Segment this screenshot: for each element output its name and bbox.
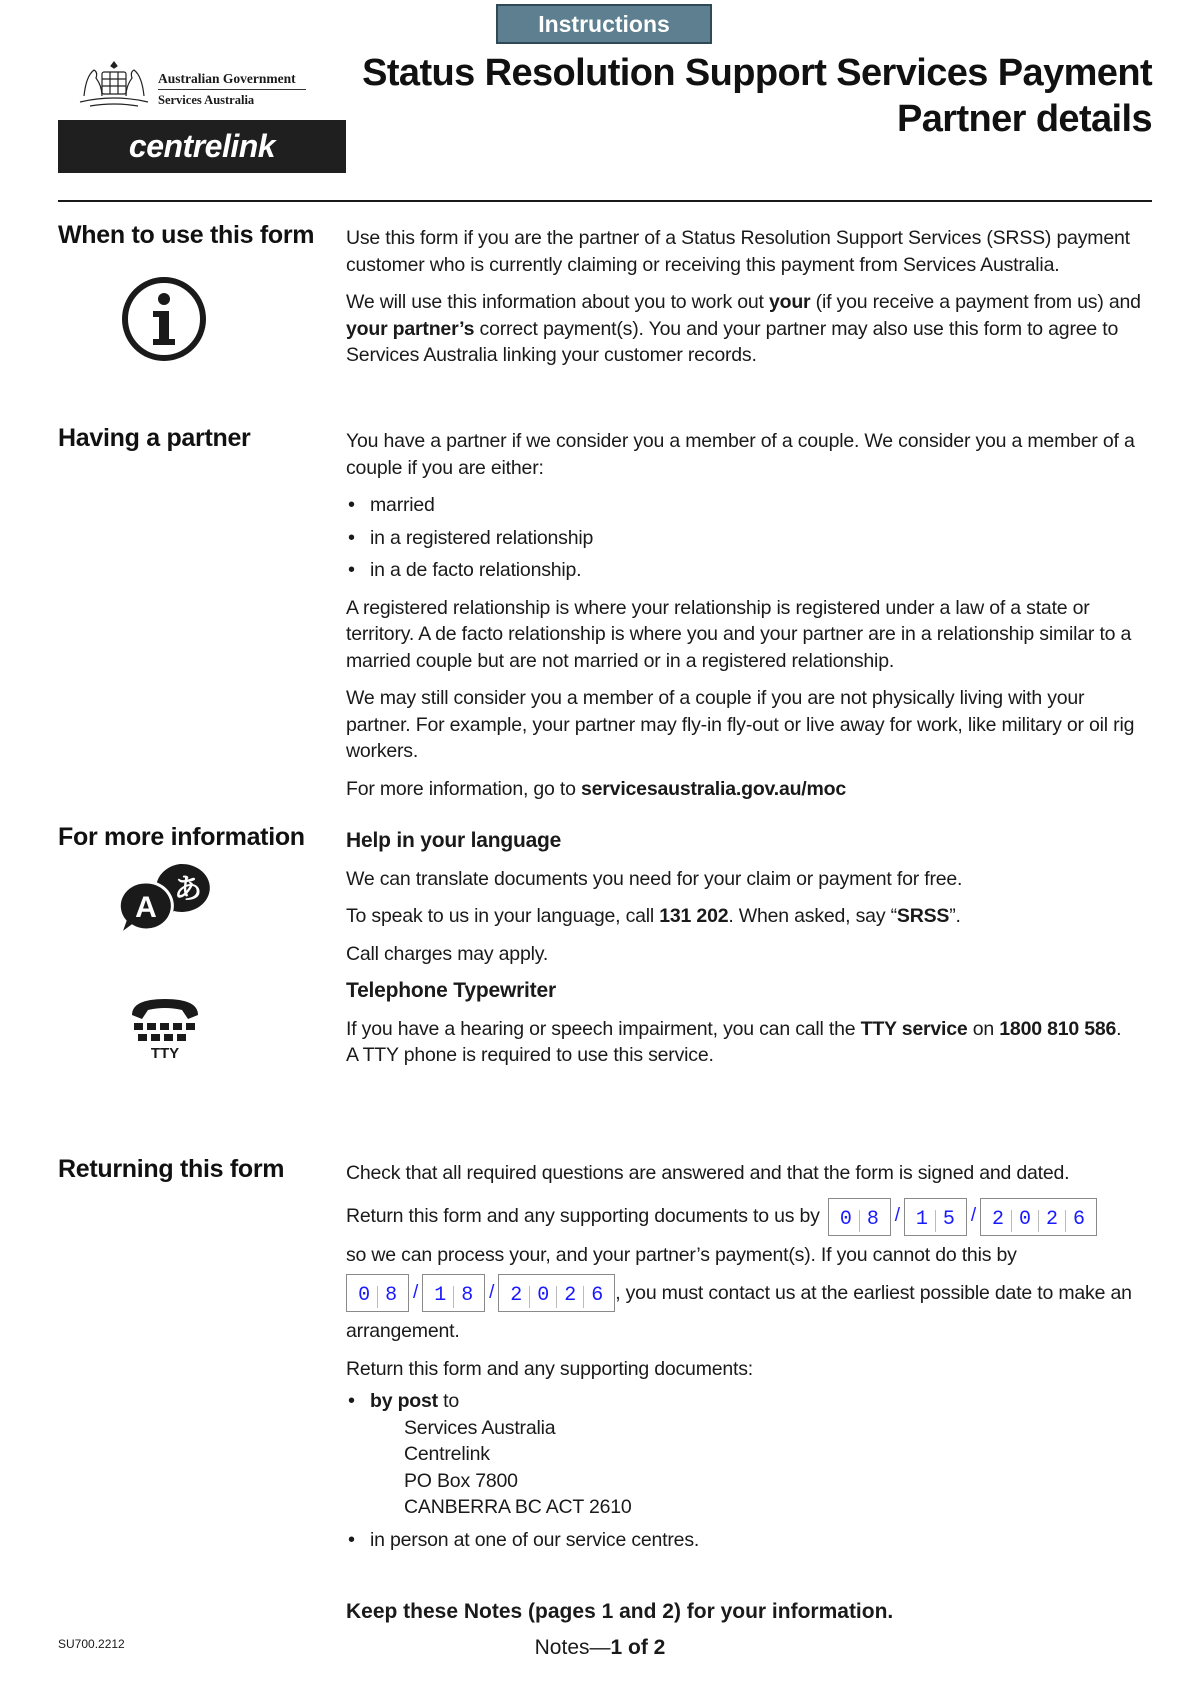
tty-paragraph: If you have a hearing or speech impairment, you can call the TTY service on 1800 810 586. xyxy=(346,1017,1122,1040)
partner-content xyxy=(346,428,1152,813)
date-year-field[interactable]: 2 0 2 6 xyxy=(498,1274,615,1312)
agency-name: Services Australia xyxy=(158,93,255,107)
info-icon xyxy=(120,275,208,363)
partner-intro: You have a partner if we consider you a member of a couple. We consider you a member of a couple if you are either: xyxy=(346,430,1135,479)
keep-notes-reminder: Keep these Notes (pages 1 and 2) for your information. xyxy=(346,1600,894,1623)
list-item: • in a de facto relationship. xyxy=(346,557,1152,584)
form-title xyxy=(362,50,1152,142)
date-day-field[interactable]: 1 5 xyxy=(904,1198,967,1236)
return-by-date[interactable]: 0 8 / 1 5 / 2 0 2 6 xyxy=(828,1198,1097,1236)
date-month-field[interactable]: 0 8 xyxy=(346,1274,409,1312)
postal-address: Services Australia Centrelink PO Box 7800 CANBERRA BC ACT 2610 xyxy=(404,1416,632,1518)
contact-by-date[interactable]: 0 8 / 1 8 / 2 0 2 6 xyxy=(346,1274,615,1312)
coat-of-arms-logo xyxy=(74,56,154,116)
language-icon xyxy=(116,860,220,938)
returning-paragraph-4-end: arrangement. xyxy=(346,1320,460,1342)
tty-paragraph-2: A TTY phone is required to use this service. xyxy=(346,1044,714,1066)
section-heading-when: When to use this form xyxy=(58,221,315,249)
tty-icon xyxy=(128,993,202,1063)
when-content xyxy=(346,225,1152,380)
instructions-tab: Instructions xyxy=(496,4,712,44)
logo-divider xyxy=(158,89,306,90)
partner-paragraph-2: A registered relationship is where your relationship is registered under a law of a state or territory. A de facto relationship is where you and your partner are in a relationship similar to a married couple but are not married or in a registered relationship. xyxy=(346,596,1132,672)
centrelink-brand-bar: centrelink xyxy=(58,120,346,173)
when-paragraph-2: We will use this information about you to work out your (if you receive a payment from us) and your partner’s correct payment(s). You and your partner may also use this form to agree to Services Australia linking your customer records. xyxy=(346,291,1141,366)
language-phone: 131 202 xyxy=(659,905,729,927)
when-paragraph-1: Use this form if you are the partner of a Status Resolution Support Services (SRSS) payment customer who is currently claiming or receiving this payment from Services Australia. xyxy=(346,227,1130,276)
language-paragraph-3: Call charges may apply. xyxy=(346,942,549,965)
partner-paragraph-3: We may still consider you a member of a couple if you are not physically living with your partner. For example, your partner may fly-in fly-out or live away for work, like military or oil rig workers. xyxy=(346,687,1135,762)
tty-icon-label: TTY xyxy=(150,1045,180,1062)
return-methods-list xyxy=(346,1388,1152,1553)
section-heading-partner: Having a partner xyxy=(58,424,251,452)
svg-text:あ: あ xyxy=(173,872,203,905)
returning-paragraph-1: Check that all required questions are answered and that the form is signed and dated. xyxy=(346,1162,1070,1184)
moc-link[interactable]: servicesaustralia.gov.au/moc xyxy=(581,777,847,800)
list-item: • in person at one of our service centres. xyxy=(346,1527,1152,1554)
partner-more-info: For more information, go to servicesaustralia.gov.au/moc xyxy=(346,777,847,800)
date-month-field[interactable]: 0 8 xyxy=(828,1198,891,1236)
government-name: Australian Government xyxy=(158,71,296,86)
page-indicator: Notes—1 of 2 xyxy=(534,1636,666,1659)
return-by-line: Return this form and any supporting documents to us by 0 8 / 1 5 / 2 0 2 6 xyxy=(346,1198,1152,1236)
partner-bullets xyxy=(346,492,1152,584)
title-line-1: Status Resolution Support Services Payment xyxy=(362,52,1152,94)
header-rule xyxy=(58,200,1152,202)
contact-by-line: 0 8 / 1 8 / 2 0 2 6 , you must contact us at the earliest possible date to make an xyxy=(346,1274,1152,1312)
list-item: • married xyxy=(346,492,1152,519)
list-item: • by post to Services Australia Centrelink PO Box 7800 CANBERRA BC ACT 2610 xyxy=(346,1388,1152,1521)
language-subheading: Help in your language xyxy=(346,829,562,852)
info-content xyxy=(346,828,1152,1080)
language-paragraph-1: We can translate documents you need for your claim or payment for free. xyxy=(346,867,963,890)
returning-paragraph-5: Return this form and any supporting documents: xyxy=(346,1357,754,1380)
list-item: • in a registered relationship xyxy=(346,525,1152,552)
section-heading-returning: Returning this form xyxy=(58,1155,285,1183)
svg-text:A: A xyxy=(135,891,157,924)
returning-paragraph-3: so we can process your, and your partner’s payment(s). If you cannot do this by xyxy=(346,1243,1017,1266)
date-year-field[interactable]: 2 0 2 6 xyxy=(980,1198,1097,1236)
returning-content xyxy=(346,1160,1152,1564)
form-code: SU700.2212 xyxy=(58,1637,125,1651)
tty-phone: 1800 810 586 xyxy=(999,1017,1117,1040)
language-paragraph-2: To speak to us in your language, call 131 202. When asked, say “SRSS”. xyxy=(346,905,961,927)
date-day-field[interactable]: 1 8 xyxy=(422,1274,485,1312)
section-heading-info: For more information xyxy=(58,823,305,851)
tty-subheading: Telephone Typewriter xyxy=(346,979,556,1002)
title-line-2: Partner details xyxy=(897,98,1152,140)
